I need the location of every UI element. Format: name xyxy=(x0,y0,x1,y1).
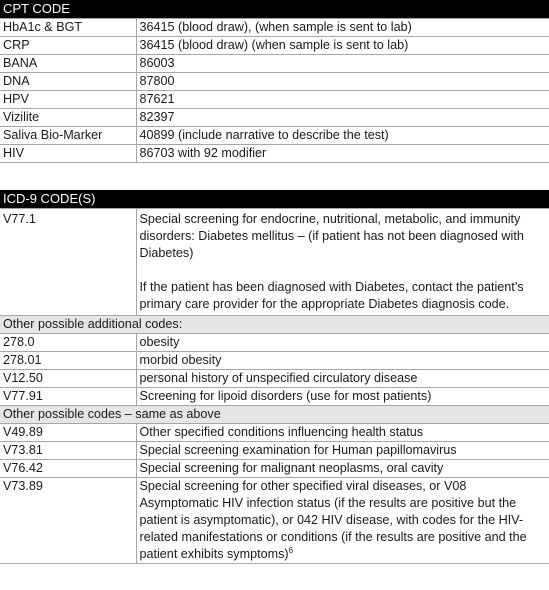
cpt-value: 86003 xyxy=(136,55,549,73)
table-row xyxy=(0,334,549,352)
icd-description: obesity xyxy=(136,334,549,352)
icd-code: V73.81 xyxy=(0,442,136,460)
cpt-value: 87800 xyxy=(136,73,549,91)
icd-description: personal history of unspecified circulatory disease xyxy=(136,370,549,388)
cpt-value: 36415 (blood draw) (when sample is sent to lab) xyxy=(136,37,549,55)
table-row xyxy=(0,145,549,163)
cpt-code: DNA xyxy=(0,73,136,91)
icd-description: morbid obesity xyxy=(136,352,549,370)
section-row xyxy=(0,316,549,334)
icd-code: V76.42 xyxy=(0,460,136,478)
cpt-code: Vizilite xyxy=(0,109,136,127)
cpt-code-table xyxy=(0,0,549,163)
icd9-code-table xyxy=(0,190,549,564)
icd-code: V12.50 xyxy=(0,370,136,388)
icd-code: V73.89 xyxy=(0,478,136,564)
table-row xyxy=(0,19,549,37)
table-row xyxy=(0,370,549,388)
icd-code: V77.91 xyxy=(0,388,136,406)
cpt-value: 87621 xyxy=(136,91,549,109)
table-row xyxy=(0,442,549,460)
icd-description: Other specified conditions influencing health status xyxy=(136,424,549,442)
cpt-code: HPV xyxy=(0,91,136,109)
icd9-header: ICD-9 CODE(S) xyxy=(0,190,549,209)
cpt-code: CRP xyxy=(0,37,136,55)
cpt-value: 40899 (include narrative to describe the test) xyxy=(136,127,549,145)
table-row xyxy=(0,91,549,109)
icd-description-para: Special screening for endocrine, nutritional, metabolic, and immunity disorders: Diabetes mellitus – (if patient has not been diagnosed with Diabetes) xyxy=(139,212,524,260)
table-row xyxy=(0,388,549,406)
icd-description: Screening for lipoid disorders (use for most patients) xyxy=(136,388,549,406)
table-row xyxy=(0,352,549,370)
cpt-code: BANA xyxy=(0,55,136,73)
cpt-value: 86703 with 92 modifier xyxy=(136,145,549,163)
table-row xyxy=(0,478,549,564)
table-row xyxy=(0,460,549,478)
table-row xyxy=(0,73,549,91)
cpt-code: HIV xyxy=(0,145,136,163)
icd-description-para: If the patient has been diagnosed with Diabetes, contact the patient’s primary care provider for the appropriate Diabetes diagnosis code. xyxy=(139,280,524,311)
footnote-marker: 6 xyxy=(288,545,294,555)
cpt-code: HbA1c & BGT xyxy=(0,19,136,37)
icd-code: 278.0 xyxy=(0,334,136,352)
table-row xyxy=(0,424,549,442)
section-label: Other possible codes – same as above xyxy=(0,406,549,424)
table-row xyxy=(0,55,549,73)
table-row xyxy=(0,37,549,55)
icd-code: V77.1 xyxy=(0,209,136,316)
section-row xyxy=(0,406,549,424)
table-row xyxy=(0,109,549,127)
cpt-value: 82397 xyxy=(136,109,549,127)
icd-description: Special screening for malignant neoplasms, oral cavity xyxy=(136,460,549,478)
section-label: Other possible additional codes: xyxy=(0,316,549,334)
table-row xyxy=(0,209,549,316)
icd-description xyxy=(136,209,549,316)
icd-code: 278.01 xyxy=(0,352,136,370)
table-row xyxy=(0,127,549,145)
icd-description: Special screening examination for Human papillomavirus xyxy=(136,442,549,460)
cpt-value: 36415 (blood draw), (when sample is sent to lab) xyxy=(136,19,549,37)
cpt-code: Saliva Bio-Marker xyxy=(0,127,136,145)
icd-description xyxy=(136,478,549,564)
icd-description-text: Special screening for other specified viral diseases, or V08 Asymptomatic HIV infection status (if the results are positive but the patient is asymptomatic), or 042 HIV disease, with codes for the HIV-related manifestations or conditions (if the results are positive and the patient exhibits symptoms) xyxy=(139,479,527,561)
icd-code: V49.89 xyxy=(0,424,136,442)
cpt-header: CPT CODE xyxy=(0,0,549,19)
